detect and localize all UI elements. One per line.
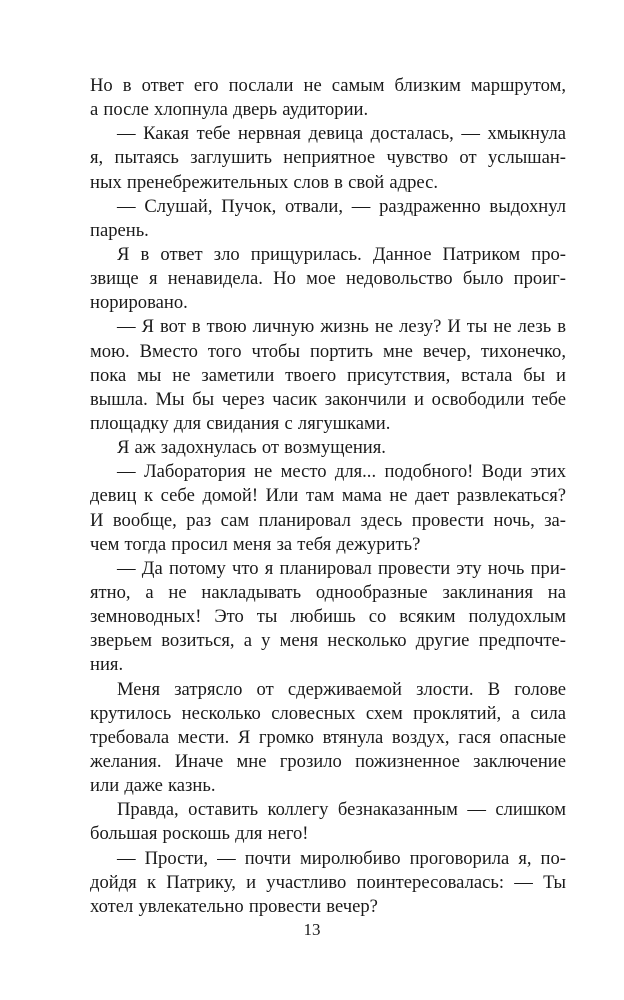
text-line: И вообще, раз сам планировал здесь провести ночь, за- [90, 509, 566, 531]
text-line: — Слушай, Пучок, отвали, — раздраженно выдохнул [117, 195, 566, 217]
text-line: большая роскошь для него! [90, 823, 309, 845]
text-line: — Лаборатория не место для... подобного! Води этих [117, 461, 566, 483]
page-text [90, 74, 566, 919]
text-line: пока мы не заметили твоего присутствия, встала бы и [90, 364, 566, 386]
text-line: мою. Вместо того чтобы портить мне вечер, тихонечко, [90, 340, 566, 362]
text-line: — Да потому что я планировал провести эту ночь при- [117, 557, 566, 579]
text-line: требовала мести. Я громко втянула воздух, гася опасные [90, 726, 566, 748]
text-line: ных пренебрежительных слов в свой адрес. [90, 171, 439, 193]
text-line: желания. Иначе мне грозило пожизненное заключение [90, 750, 566, 772]
text-line: Я аж задохнулась от возмущения. [117, 437, 386, 459]
page-number: 13 [303, 920, 321, 939]
text-line: крутилось несколько словесных схем проклятий, а сила [90, 702, 566, 724]
text-line: вышла. Мы бы через часик закончили и освободили тебе [90, 388, 566, 410]
text-line: звище я ненавидела. Но мое недовольство было проиг- [90, 268, 566, 290]
text-line: девиц к себе домой! Или там мама не дает развлекаться? [90, 485, 566, 507]
text-line: или даже казнь. [90, 775, 216, 797]
text-line: а после хлопнула дверь аудитории. [90, 99, 369, 121]
text-line: — Какая тебе нервная девица досталась, — хмыкнула [117, 123, 566, 145]
text-line: Правда, оставить коллегу безнаказанным — слишком [117, 799, 566, 821]
text-line: норировано. [90, 292, 188, 314]
text-line: Меня затрясло от сдерживаемой злости. В голове [117, 678, 566, 700]
text-line: хотел увлекательно провести вечер? [90, 895, 378, 917]
text-line: ятно, а не накладывать однообразные заклинания на [90, 581, 566, 603]
text-line: Я в ответ зло прищурилась. Данное Патриком про- [117, 243, 566, 265]
text-line: чем тогда просил меня за тебя дежурить? [90, 533, 421, 555]
text-line: я, пытаясь заглушить неприятное чувство от услышан- [90, 147, 566, 169]
text-line: зверьем возиться, а у меня несколько другие предпочте- [90, 630, 566, 652]
text-line: парень. [90, 219, 149, 241]
text-line: дойдя к Патрику, и участливо поинтересовалась: — Ты [90, 871, 566, 893]
text-line: — Прости, — почти миролюбиво проговорила я, по- [117, 847, 566, 869]
text-line: площадку для свидания с лягушками. [90, 412, 391, 434]
text-line: ния. [90, 654, 124, 676]
text-line: земноводных! Это ты любишь со всяким полудохлым [90, 606, 566, 628]
text-line: — Я вот в твою личную жизнь не лезу? И ты не лезь в [117, 316, 566, 338]
text-line: Но в ответ его послали не самым близким маршрутом, [90, 75, 566, 96]
